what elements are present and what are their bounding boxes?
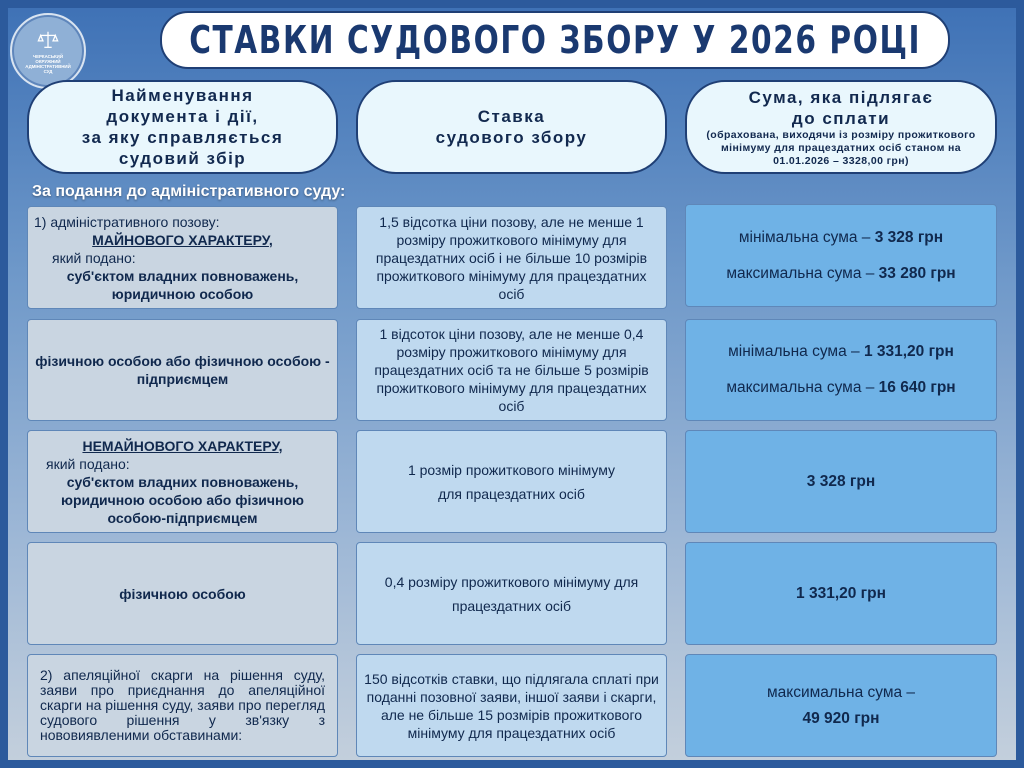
row3-who: суб'єктом владних повноважень, юридичною особою або фізичною особою-підприємцем	[60, 473, 304, 526]
row1-rate-text: 1,5 відсотка ціни позову, але не менше 1 розміру прожиткового мінімуму для працездатних осіб і не більше 10 розмірів прожиткового мінімуму для працездатних осіб	[375, 213, 648, 302]
row5-rate-text: 150 відсотків ставки, що підлягала сплаті при поданні позовної заяви, іншої заяви і скарги, але не більше 15 розмірів прожиткового мінімуму для працездатних осіб	[364, 670, 659, 741]
row1-amount	[685, 204, 997, 307]
header-document-line: документа і дії,	[106, 107, 259, 126]
row2-document-text: фізичною особою або фізичною особою - підприємцем	[35, 353, 330, 387]
row1-submitted: який подано:	[52, 249, 136, 266]
logo-text: ЧЕРКАСЬКИЙ ОКРУЖНИЙ АДМІНІСТРАТИВНИЙ СУД	[25, 53, 71, 74]
row4-document-text: фізичною особою	[119, 585, 246, 602]
row3-document	[27, 430, 338, 533]
header-amount	[685, 80, 997, 174]
row3-rate	[356, 430, 667, 533]
row4-rate	[356, 542, 667, 645]
page-title: СТАВКИ СУДОВОГО ЗБОРУ У 2026 РОЦІ	[189, 18, 921, 62]
header-document-line: судовий збір	[118, 149, 247, 168]
row1-min-value: 3 328 грн	[874, 228, 944, 246]
court-logo	[10, 13, 86, 89]
row4-amount-value: 1 331,20 грн	[796, 584, 886, 602]
row1-prefix: 1) адміністративного позову:	[34, 213, 220, 230]
row2-rate	[356, 319, 667, 421]
header-rate	[356, 80, 667, 174]
row2-amount	[685, 319, 997, 421]
row5-rate	[356, 654, 667, 757]
header-rate-line: судового збору	[435, 128, 588, 147]
row5-document-text: 2) апеляційної скарги на рішення суду, заяви про приєднання до апеляційної скарги на рішення суду, заяви про перегляд судового рішення у зв'язку з нововиявленими обставинами:	[40, 667, 325, 743]
header-amount-line: до сплати	[791, 108, 891, 128]
row1-min-label: мінімальна сума –	[738, 228, 875, 246]
header-document	[27, 80, 338, 174]
header-amount-note: (обрахована, виходячи із розміру прожиткового мінімуму для працездатних осіб станом на 01.01.2026 – 3328,00 грн)	[706, 128, 976, 167]
header-document-line: за яку справляється	[81, 128, 284, 147]
row4-document	[27, 542, 338, 645]
header-rate-line: Ставка	[477, 107, 546, 126]
row1-document	[27, 206, 338, 309]
row1-who: суб'єктом владних повноважень, юридичною особою	[66, 267, 299, 302]
section-label: За подання до адміністративного суду:	[32, 183, 346, 200]
row3-rate-text: 1 розмір прожиткового мінімуму для працездатних осіб	[407, 461, 616, 502]
row5-max-label: максимальна сума –	[766, 683, 916, 701]
row3-comma: ,	[278, 437, 283, 454]
row5-document	[27, 654, 338, 757]
row3-amount-value: 3 328 грн	[806, 472, 876, 490]
row1-max-label: максимальна сума –	[726, 264, 879, 282]
row2-max-label: максимальна сума –	[726, 379, 879, 396]
row2-min-label: мінімальна сума –	[728, 343, 864, 360]
row2-document	[27, 319, 338, 421]
row3-amount	[685, 430, 997, 533]
header-amount-line: Сума, яка підлягає	[748, 87, 934, 107]
row2-rate-text: 1 відсоток ціни позову, але не менше 0,4 розміру прожиткового мінімуму для працездатних осіб та не більше 5 розмірів прожиткового мінімуму для працездатних осіб	[374, 326, 649, 414]
scales-icon	[37, 29, 59, 51]
row4-rate-text: 0,4 розміру прожиткового мінімуму для працездатних осіб	[384, 573, 639, 614]
row4-amount	[685, 542, 997, 645]
row1-type: МАЙНОВОГО ХАРАКТЕРУ	[92, 231, 269, 248]
row1-max-value: 33 280 грн	[878, 264, 956, 282]
row2-min-value: 1 331,20 грн	[863, 343, 954, 360]
row5-amount	[685, 654, 997, 757]
row3-submitted: який подано:	[46, 455, 130, 472]
row5-max-value: 49 920 грн	[802, 709, 880, 727]
row1-comma: ,	[268, 231, 273, 248]
title-banner	[160, 11, 950, 69]
row2-max-value: 16 640 грн	[878, 379, 956, 396]
header-document-line: Найменування	[111, 86, 254, 105]
row1-rate	[356, 206, 667, 309]
row3-type: НЕМАЙНОВОГО ХАРАКТЕРУ	[82, 437, 279, 454]
